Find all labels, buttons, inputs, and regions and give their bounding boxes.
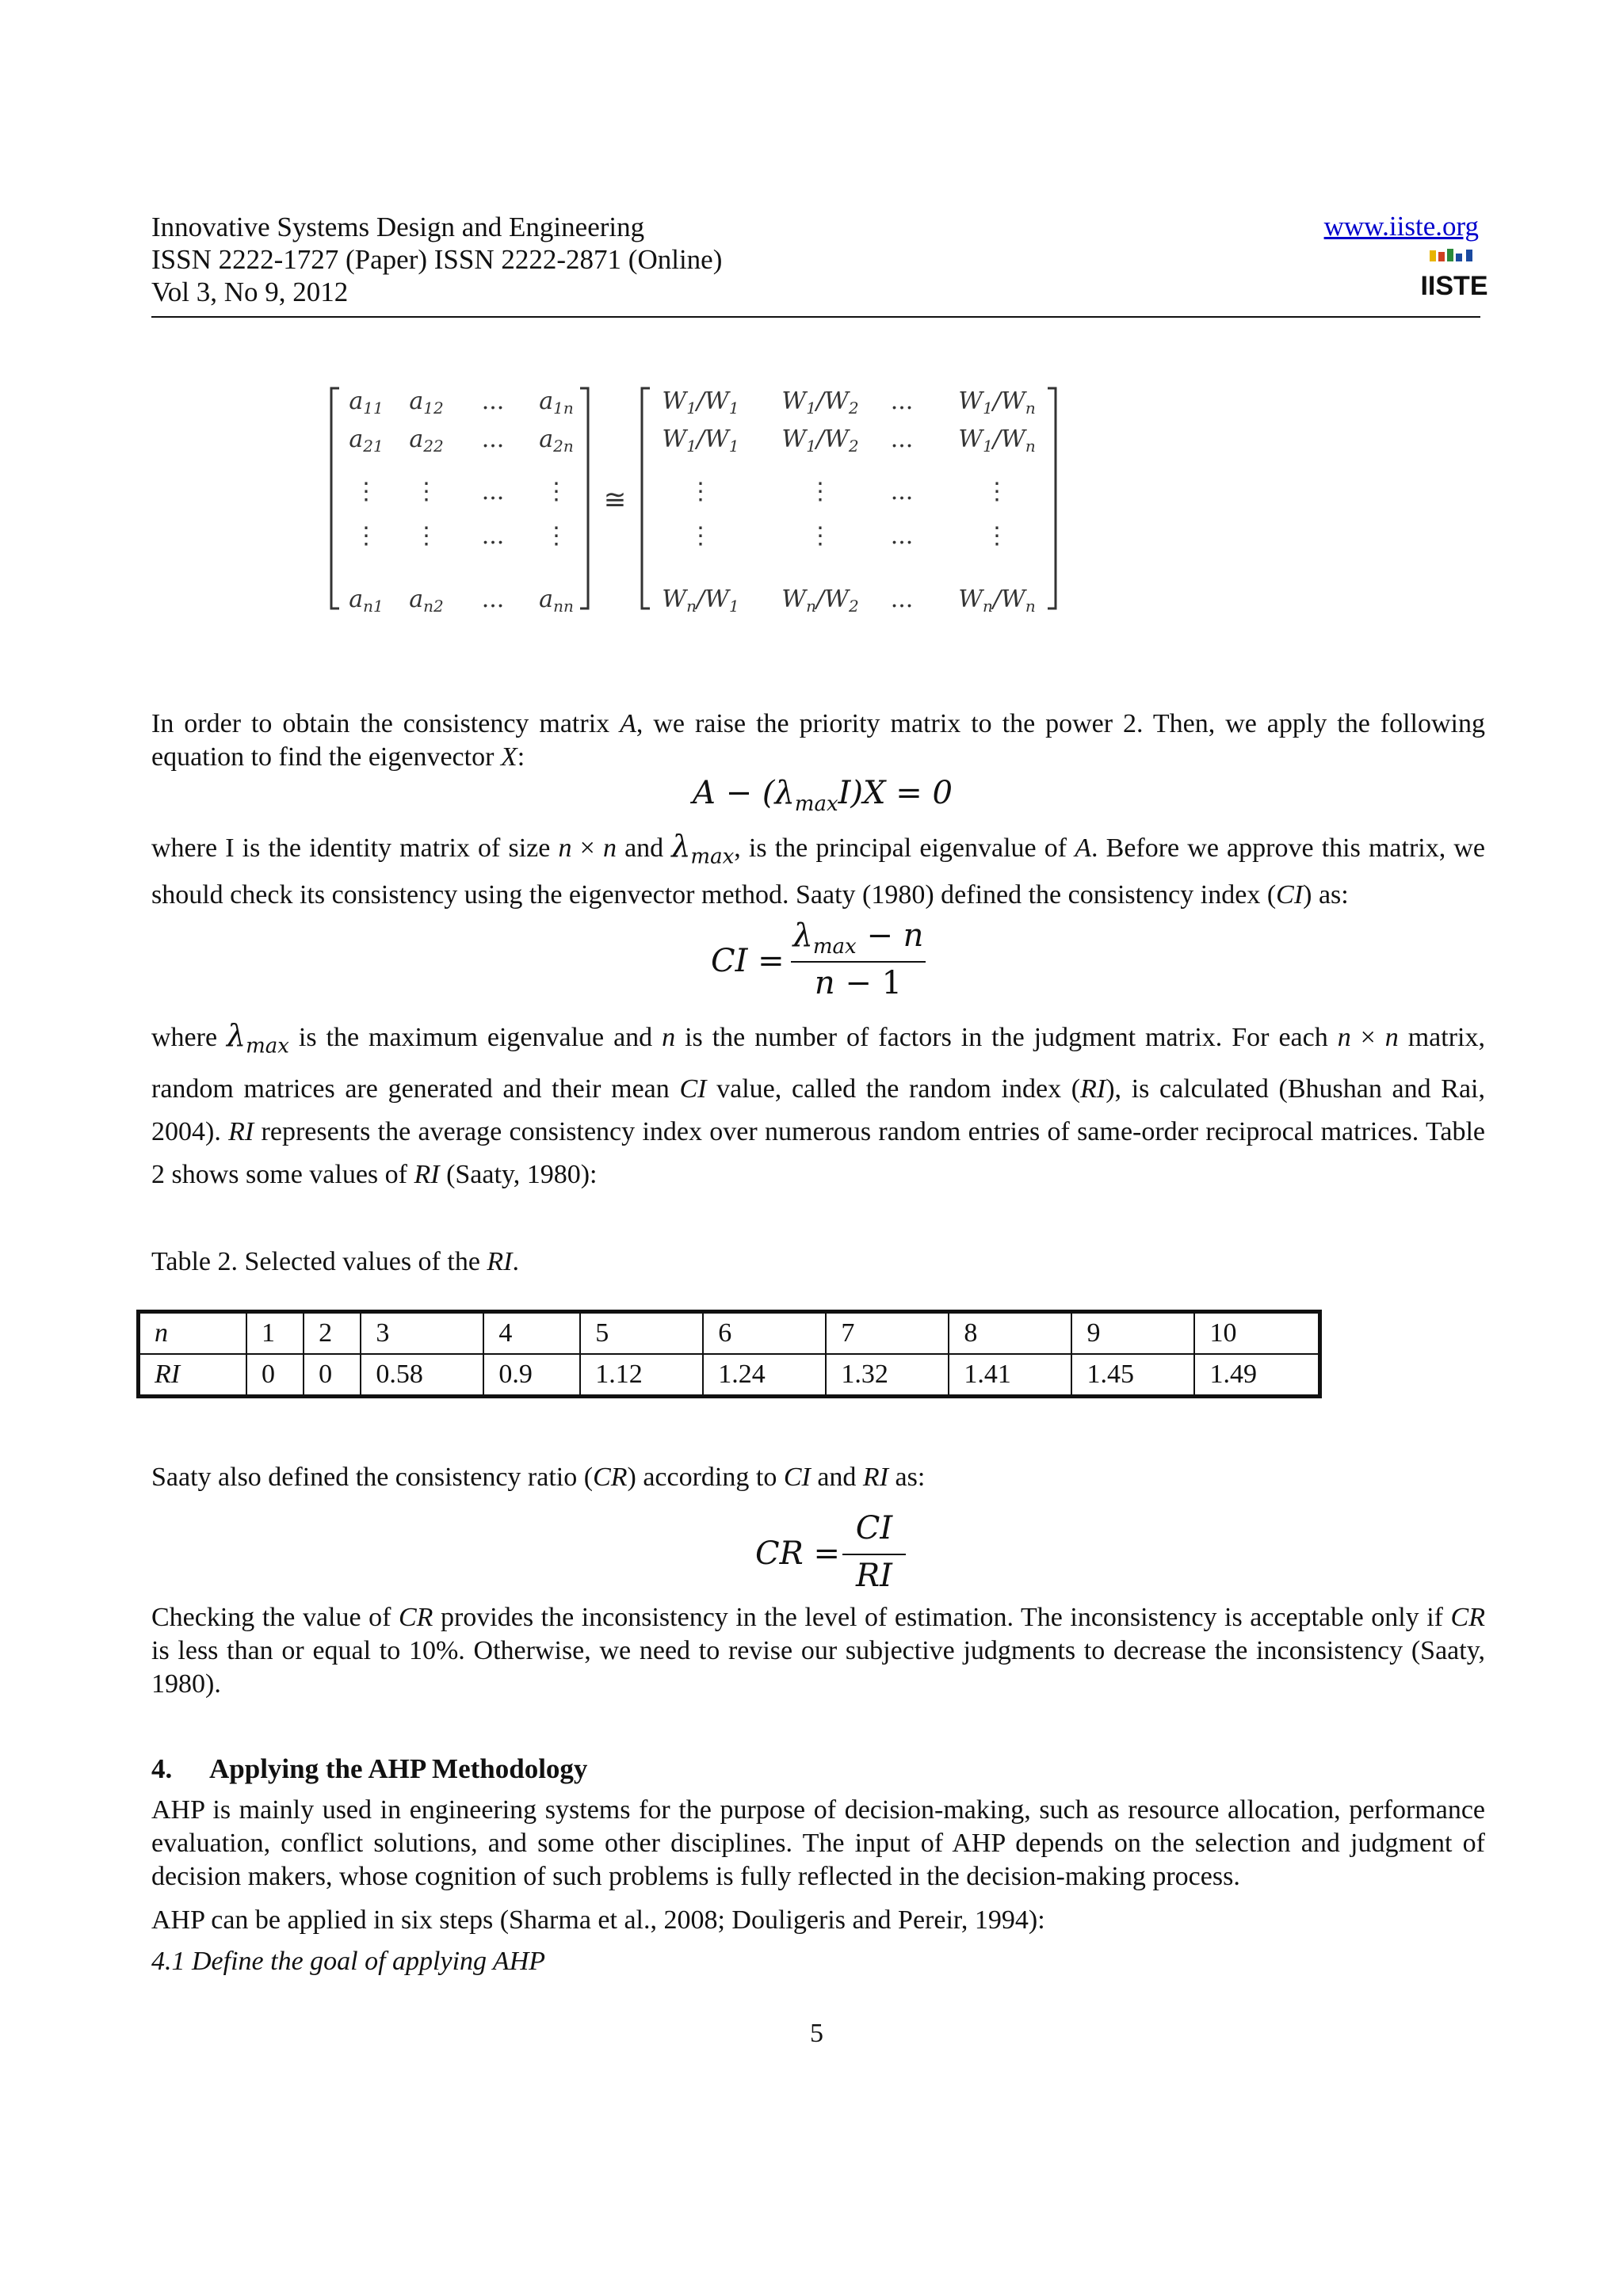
right-matrix-cell: ⋮ [689, 522, 712, 550]
table-row [139, 1312, 1320, 1355]
paragraph-eigenvalue: where I is the identity matrix of size n × n and $\lambda_{max}$, is the principal eigenvalue of A. Before we approve this matrix, we should check its consistency using the eigenvector method. Saaty (1980) defined the consistency index (CI) as: [151, 829, 1485, 910]
left-matrix-cell: ... [481, 478, 505, 505]
table-row [139, 1354, 1320, 1397]
table-row-header: n [139, 1312, 247, 1355]
table-caption: Table 2. Selected values of the RI. [151, 1247, 519, 1276]
left-matrix-cell: $a_{11}$ [349, 387, 384, 418]
left-matrix-cell: ... [481, 425, 505, 453]
left-matrix-cell: ⋮ [414, 478, 438, 505]
paragraph-ahp-steps: AHP can be applied in six steps (Sharma et al., 2008; Douligeris and Pereir, 1994): [151, 1905, 1045, 1935]
consistency-index-lhs: CI = [711, 943, 785, 979]
consistency-index-numerator: $\lambda_{max} - n$ [792, 917, 924, 959]
left-matrix-cell: ⋮ [354, 522, 378, 550]
consistency-ratio-lhs: CR = [755, 1535, 840, 1572]
table-cell: 1.45 [1071, 1354, 1194, 1397]
fraction-bar [791, 961, 926, 963]
right-matrix-cell: ⋮ [808, 478, 832, 505]
section-number: 4. [151, 1753, 173, 1784]
fraction-bar [842, 1554, 906, 1555]
journal-header [151, 211, 722, 308]
table-cell: 1.24 [703, 1354, 826, 1397]
consistency-index-denominator: n − 1 [814, 965, 903, 1001]
consistency-ratio-denominator: RI [856, 1558, 892, 1594]
right-matrix-cell: ... [890, 522, 914, 550]
right-matrix-cell: $W_1/W_2$ [781, 387, 859, 418]
table-cell: 0 [246, 1354, 304, 1397]
right-matrix-cell: $W_1/W_n$ [958, 387, 1036, 418]
table-cell: 8 [949, 1312, 1071, 1355]
matrix-equation [325, 372, 1070, 618]
right-matrix-cell: $W_1/W_1$ [662, 425, 739, 456]
subsection-heading: 4.1 Define the goal of applying AHP [151, 1947, 546, 1976]
consistency-ratio-numerator: CI [855, 1510, 893, 1547]
journal-issn: ISSN 2222-1727 (Paper) ISSN 2222-2871 (Online) [151, 244, 723, 275]
right-matrix-cell: ⋮ [808, 522, 832, 550]
left-matrix-cell: $a_{n1}$ [349, 585, 384, 616]
right-matrix-cell: ... [890, 478, 914, 505]
svg-text:IISTE: IISTE [1420, 271, 1488, 301]
left-matrix-cell: $a_{2n}$ [539, 425, 574, 456]
paragraph-consistency-ratio: Saaty also defined the consistency ratio (CR) according to CI and RI as: [151, 1463, 926, 1492]
table-cell: 1.49 [1194, 1354, 1319, 1397]
right-matrix-cell: $W_1/W_2$ [781, 425, 859, 456]
right-matrix [662, 387, 1036, 616]
table-cell: 0.58 [361, 1354, 483, 1397]
iiste-logo-icon [1420, 247, 1488, 301]
right-matrix-cell: $W_n/W_1$ [662, 585, 739, 616]
left-matrix-cell: ... [481, 585, 505, 613]
table-cell: 1.12 [580, 1354, 703, 1397]
table-cell: 1.41 [949, 1354, 1071, 1397]
table-cell: 10 [1194, 1312, 1319, 1355]
table-cell: 1.32 [826, 1354, 949, 1397]
table-row-header: RI [139, 1354, 247, 1397]
left-matrix-cell: ... [481, 522, 505, 550]
left-matrix-cell: ⋮ [354, 478, 378, 505]
eigenvector-equation: $A - (\lambda_{max}I)X = 0$ [693, 775, 953, 816]
right-matrix-cell: $W_1/W_n$ [958, 425, 1036, 456]
left-matrix-cell: ⋮ [544, 522, 568, 550]
right-matrix-cell: $W_n/W_2$ [781, 585, 859, 616]
right-matrix-cell: $W_n/W_n$ [958, 585, 1036, 616]
left-matrix [349, 387, 574, 616]
right-matrix-cell: ... [890, 387, 914, 415]
table-cell: 0.9 [483, 1354, 580, 1397]
left-matrix-cell: $a_{22}$ [409, 425, 444, 456]
right-matrix-cell: ⋮ [985, 478, 1009, 505]
paragraph-cr-check: Checking the value of CR provides the inconsistency in the level of estimation. The inconsistency is acceptable only if CR is less than or equal to 10%. Otherwise, we need to revise our subjective judgments to decrease the inconsistency (Saaty, 1980). [151, 1603, 1485, 1699]
right-matrix-cell: ... [890, 425, 914, 453]
left-matrix-cell: $a_{nn}$ [539, 585, 574, 616]
section-title: Applying the AHP Methodology [209, 1753, 588, 1784]
header-rule [151, 316, 1480, 318]
table-cell: 5 [580, 1312, 703, 1355]
left-matrix-cell: $a_{1n}$ [539, 387, 574, 418]
journal-title: Innovative Systems Design and Engineering [151, 212, 645, 242]
left-matrix-cell: $a_{n2}$ [409, 585, 444, 616]
paragraph-random-index: where $\lambda_{max}$ is the maximum eigenvalue and n is the number of factors in the judgment matrix. For each n × n matrix, random matrices are generated and their mean CI value, called the random index (RI), is calculated (Bhushan and Rai, 2004). RI represents the average consistency index over numerous random entries of same-order reciprocal matrices. Table 2 shows some values of RI (Saaty, 1980): [151, 1018, 1486, 1189]
left-matrix-cell: $a_{21}$ [349, 425, 384, 456]
table-cell: 3 [361, 1312, 483, 1355]
left-matrix-cell: ⋮ [414, 522, 438, 550]
page-number: 5 [810, 2019, 823, 2048]
journal-volume: Vol 3, No 9, 2012 [151, 277, 349, 307]
left-matrix-cell: ⋮ [544, 478, 568, 505]
table-cell: 6 [703, 1312, 826, 1355]
table-cell: 7 [826, 1312, 949, 1355]
left-matrix-cell: $a_{12}$ [409, 387, 444, 418]
table-cell: 2 [304, 1312, 361, 1355]
table-cell: 0 [304, 1354, 361, 1397]
right-matrix-cell: ⋮ [985, 522, 1009, 550]
paragraph-consistency-matrix: In order to obtain the consistency matrix A, we raise the priority matrix to the power 2. Then, we apply the following equation to find the eigenvector X: [151, 709, 1486, 772]
left-matrix-cell: ... [481, 387, 505, 415]
section-heading [151, 1753, 587, 1785]
right-matrix-cell: ⋮ [689, 478, 712, 505]
table-cell: 4 [483, 1312, 580, 1355]
right-matrix-cell: ... [890, 585, 914, 613]
journal-url-link[interactable]: www.iiste.org [1323, 211, 1479, 242]
ri-values-table [136, 1310, 1322, 1398]
table-cell: 1 [246, 1312, 304, 1355]
right-matrix-cell: $W_1/W_1$ [662, 387, 739, 418]
table-cell: 9 [1071, 1312, 1194, 1355]
paragraph-ahp-usage: AHP is mainly used in engineering systems for the purpose of decision-making, such as resource allocation, performance evaluation, conflict solutions, and some other disciplines. The input of AHP depends on the selection and judgment of decision makers, whose cognition of such problems is fully reflected in the decision-making process. [151, 1795, 1485, 1891]
approx-equal-symbol: ≅ [603, 484, 627, 516]
